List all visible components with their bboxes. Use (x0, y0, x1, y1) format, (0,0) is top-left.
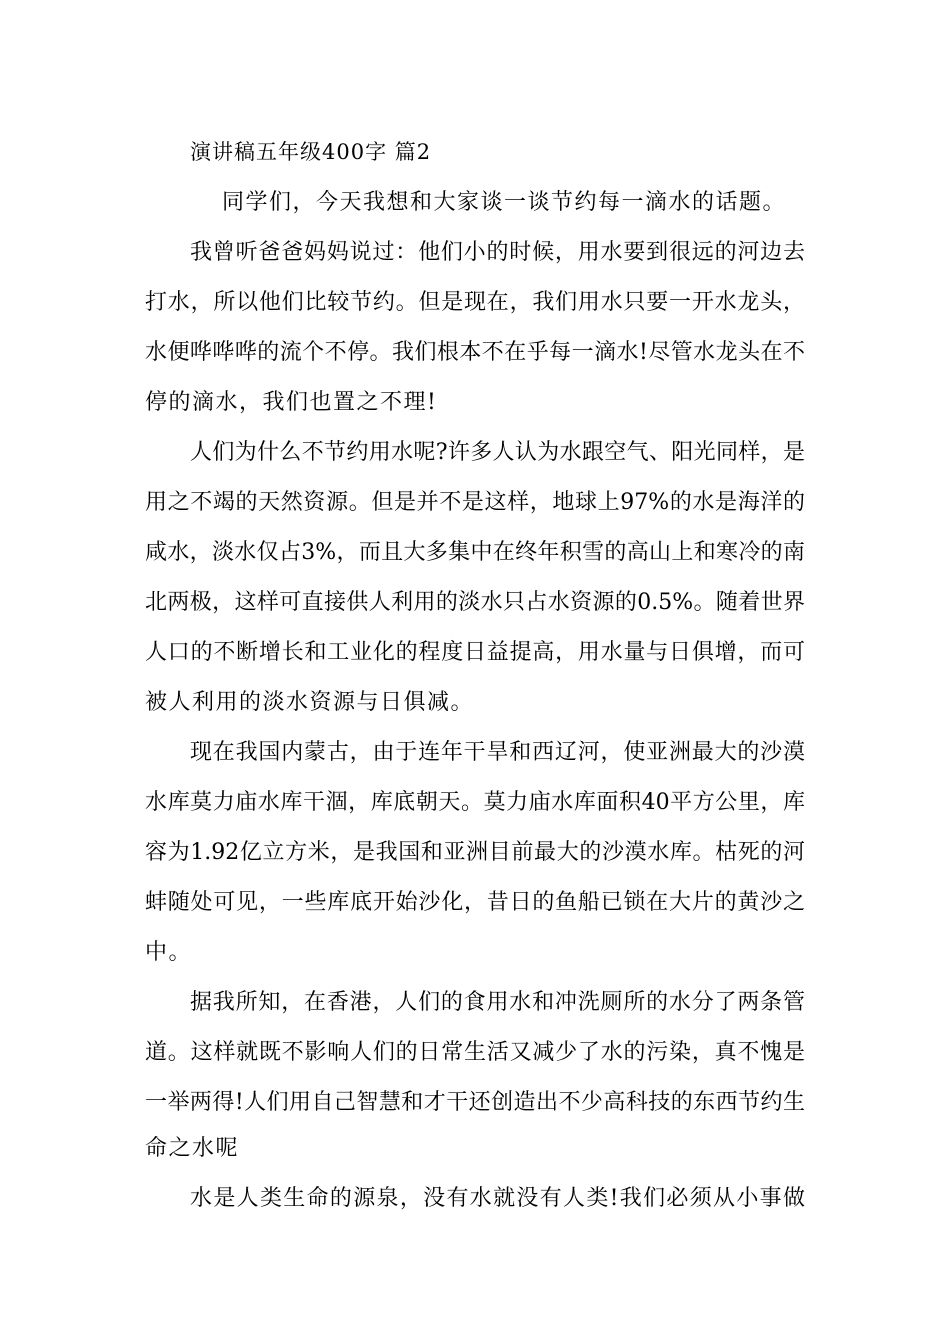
text-line: 人们为什么不节约用水呢?许多人认为水跟空气、阳光同样，是 (190, 440, 805, 465)
text-line: 被人利用的淡水资源与日俱减。 (145, 690, 475, 715)
text-line: 用之不竭的天然资源。但是并不是这样，地球上97%的水是海洋的 (145, 490, 805, 515)
text-line: 停的滴水，我们也置之不理! (145, 390, 438, 415)
text-line: 一举两得!人们用自己智慧和才干还创造出不少高科技的东西节约生 (145, 1090, 805, 1115)
text-line: 容为1.92亿立方米，是我国和亚洲目前最大的沙漠水库。枯死的河 (145, 840, 805, 865)
text-line: 现在我国内蒙古，由于连年干旱和西辽河，使亚洲最大的沙漠 (190, 740, 805, 765)
text-line: 命之水呢 (145, 1136, 240, 1161)
text-line: 据我所知，在香港，人们的食用水和冲洗厕所的水分了两条管 (190, 990, 805, 1015)
text-line: 道。这样就既不影响人们的日常生活又减少了水的污染，真不愧是 (145, 1040, 805, 1065)
text-line: 水便哗哗哗的流个不停。我们根本不在乎每一滴水!尽管水龙头在不 (145, 340, 805, 365)
text-line: 蚌随处可见，一些库底开始沙化，昔日的鱼船已锁在大片的黄沙之 (145, 890, 805, 915)
text-line: 打水，所以他们比较节约。但是现在，我们用水只要一开水龙头， (145, 290, 805, 315)
text-line: 我曾听爸爸妈妈说过：他们小的时候，用水要到很远的河边去 (190, 240, 805, 265)
text-line: 人口的不断增长和工业化的程度日益提高，用水量与日俱增，而可 (145, 640, 805, 665)
text-line: 水库莫力庙水库干涸，库底朝天。莫力庙水库面积40平方公里，库 (145, 790, 805, 815)
text-line: 北两极，这样可直接供人利用的淡水只占水资源的0.5%。随着世界 (145, 590, 805, 615)
document-title: 演讲稿五年级400字 篇2 (190, 140, 432, 164)
greeting-line: 同学们，今天我想和大家谈一谈节约每一滴水的话题。 (222, 190, 787, 215)
text-line: 咸水，淡水仅占3%，而且大多集中在终年积雪的高山上和寒冷的南 (145, 540, 805, 565)
text-line: 中。 (145, 940, 193, 965)
text-line: 水是人类生命的源泉，没有水就没有人类!我们必须从小事做 (190, 1186, 805, 1211)
